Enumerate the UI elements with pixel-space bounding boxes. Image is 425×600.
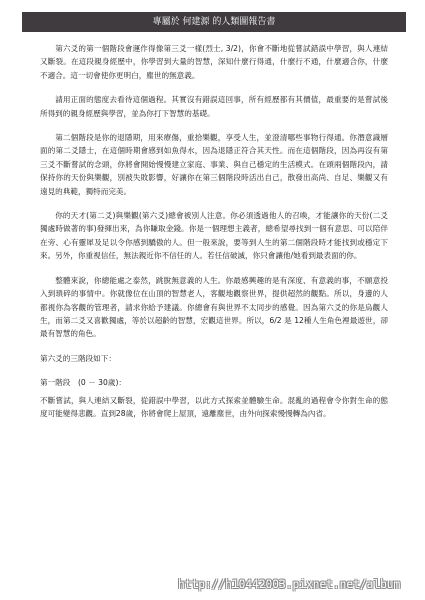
paragraph-3: 第二個階段是你的退隱期，用來療傷，重拾樂觀，享受人生，並澄清哪些事物行得通。你潛意識層面的第二爻隱士，在這個時期會感到如魚得水，因為退隱正符合其天性。而在這個階段，因為再沒有第三爻不斷嘗試的念頭，你將會開始慢慢建立家庭、事業、與自己穩定的生活模式。在頭兩個階段內，請保持你的天份與樂觀，別被失敗影響，好讓你在第三個階段時活出自己，散發出高尚、自足、樂觀又有遠見的典範，獨特而完美。 <box>40 133 388 196</box>
report-header: 專屬於 何建源 的人類圖報告書 <box>22 12 406 32</box>
stage-one-body: 不斷嘗試，與人連結又斷裂，從錯誤中學習，以此方式探索並體驗生命。混亂的過程會令你對生命的態度可能變得悲觀。直到28歲，你將會爬上屋頂，遠離塵世，由外向探索慢慢轉為內省。 <box>40 395 388 418</box>
section-heading: 第六爻的三階段如下： <box>40 353 116 363</box>
paragraph-2: 請用正面的態度去看待這個過程。其實沒有錯誤這回事，所有經歷都有其價值，最重要的是嘗試後所得到的親身經歷與學習，並為你打下智慧的基礎。 <box>40 95 388 118</box>
watermark-url: http://h10442003.pixnet.net/album <box>178 578 401 591</box>
paragraph-1: 第六爻的第一個階段會運作得像第三爻一樣(烈士, 3/2)，你會不斷地從嘗試錯誤中學習，與人連結又斷裂。在這段親身經歷中，你學習到大量的智慧，深知什麼行得通，什麼行不通，什麼適合你，什麼不適合。這一切會使你更明白，塵世的無意義。 <box>40 44 388 80</box>
report-body <box>40 42 388 431</box>
paragraph-5: 整體來說，你總能處之泰然，跳脫無意義的人生。你最感興趣的是有深度、有意義的事，不願意投入到瑣碎的事情中。你就像位在山頂的智慧老人，客觀地觀察世界，提供超然的觀點。所以，身邊的人都視你為客觀的管理者，請求你給予建議。你總會有與世界不太同步的感覺。因為第六爻的你是烏觀人生，而第二爻又喜歡獨處，等於以超齡的智慧，宏觀這世界。所以，6/2 是 12種人生角色裡最遊世，卻最有智慧的角色。 <box>40 275 388 339</box>
paragraph-4: 你的天才(第二爻)與樂觀(第六爻)總會被別人注意。你必須透過他人的召喚，才能讓你的天份(二爻獨處時做著的事)發揮出來，為你賺取金錢。你是一個理想主義者，總希望尋找到一個有意思、可以陪伴在旁、心有靈犀及足以令你感到驕傲的人。但一般來說，要等到人生的第二個階段時才能找到或穩定下來。另外，你重視信任，無法親近你不信任的人。若任信破滅，你只會讓他/她看到最表面的你。 <box>40 211 388 261</box>
stage-one-title: 第一階段 (0 － 30歲)： <box>40 378 126 388</box>
